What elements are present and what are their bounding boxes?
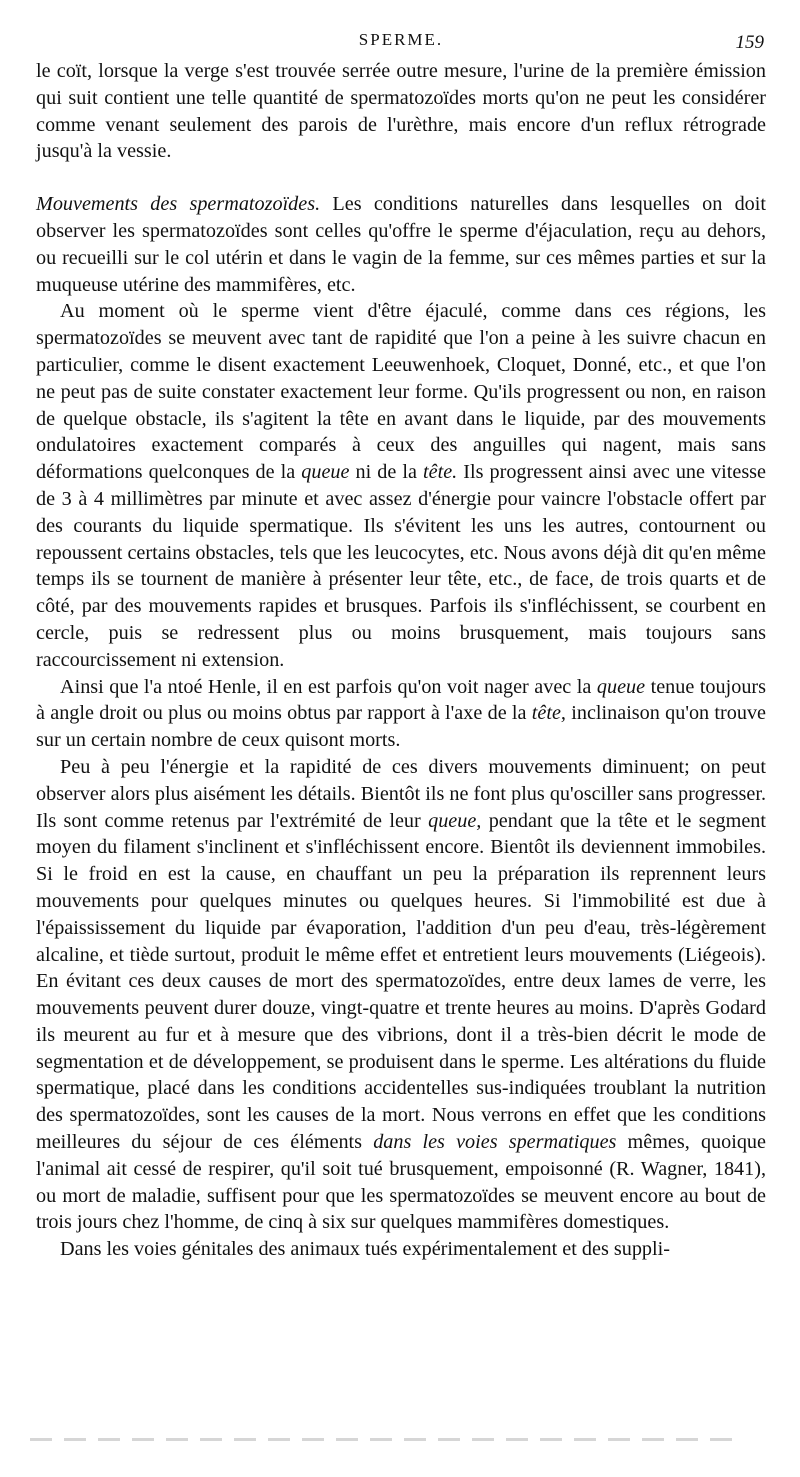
paragraph-henle [36, 674, 766, 754]
bleed-through-line [30, 1438, 740, 1441]
paragraph-text: Les conditions naturelles dans lesquelles on doit observer les spermatozoïdes sont celles qu'offre le sperme d'éjaculation, reçu au dehors, ou recueilli sur le col utérin et dans le vagin de la femme, sur ces mêmes parties et sur la muqueuse utérine des mammifères, etc. [36, 193, 766, 296]
page-number: 159 [735, 32, 764, 53]
emphasis-queue: queue [301, 461, 350, 484]
emphasis-queue: queue, [428, 809, 482, 832]
text-run: Ils progressent ainsi avec une vitesse de 3 à 4 millimètres par minute et avec assez d'énergie pour vaincre l'obstacle offert par des courants du liquide spermatique. Ils s'évitent les uns les autres, contournent ou repoussent certains obstacles, tels que les leucocytes, etc. Nous avons déjà dit qu'en même temps ils se tournent de manière à présenter leur tête, etc., de face, de trois quarts et de côté, par des mouvements rapides et brusques. Parfois ils s'infléchissent, se courbent en cercle, puis se redressent plus ou moins brusquement, mais toujours sans raccourcissement ni extension. [36, 461, 766, 671]
text-run: pendant que la tête et le segment moyen du filament s'inclinent et s'infléchissent encore. Bientôt ils deviennent immobiles. Si le froid en est la cause, en chauffant un peu la préparation ils reprennent leurs mouvements pour quelques minutes ou quelques heures. Si l'immobilité est due à l'épaississement du liquide par évaporation, l'addition d'un peu d'eau, très-légèrement alcaline, et tiède surtout, produit le même effet et entretient leurs mouvements (Liégeois). En évitant ces deux causes de mort des spermatozoïdes, entre deux lames de verre, les mouvements peuvent durer douze, vingt-quatre et trente heures au moins. D'après Godard ils meurent au fur et à mesure que des vibrions, dont il a très-bien décrit le mode de segmentation et de développement, se produisent dans le sperme. Les altérations du fluide spermatique, placé dans les conditions accidentelles sus-indiquées troublant la nutrition des spermatozoïdes, sont les causes de la mort. Nous verrons en effet que les conditions meilleures du séjour de ces éléments [36, 809, 767, 1154]
paragraph-energy [36, 754, 766, 1236]
emphasis-voies: dans les voies spermatiques [373, 1131, 617, 1154]
paragraph-genital-ways: Dans les voies génitales des animaux tués expérimentalement et des suppli- [60, 1238, 670, 1261]
paragraph-continuation: le coït, lorsque la verge s'est trouvée serrée outre mesure, l'urine de la première émission qui suit contient une telle quantité de spermatozoïdes morts qu'on ne peut les considérer comme venant seulement des parois de l'urèthre, mais encore d'un reflux rétrograde jusqu'à la vessie. [36, 60, 766, 163]
text-run: inclinaison qu'on trouve sur un certain nombre de ceux quisont morts. [36, 702, 766, 752]
text-run: Ainsi que l'a ntoé Henle, il en est parfois qu'on voit nager avec la [60, 675, 597, 698]
running-title: SPERME. [358, 30, 444, 49]
emphasis-tete: tête, [531, 702, 566, 725]
text-run: Peu à peu l'énergie et la rapidité de ces divers mouvements diminuent; on peut observer alors plus aisément les détails. Bientôt ils ne font plus qu'osciller sans progresser. Ils sont comme retenus par l'extrémité de leur [36, 755, 766, 832]
running-head [36, 22, 766, 58]
paragraph-ejaculation [36, 298, 766, 673]
text-run: ni de la [349, 461, 424, 484]
text-run: mêmes, quoique l'animal ait cessé de respirer, qu'il soit tué brusquement, empoisonné (R. Wagner, 1841), ou mort de maladie, suffisent pour que les spermatozoïdes se meuvent encore au bout de trois jours chez l'homme, de cinq à six sur quelques mammifères domestiques. [36, 1131, 766, 1234]
emphasis-tete: tête. [423, 461, 458, 484]
book-page [36, 22, 766, 1263]
text-run: tenue toujours à angle droit ou plus ou moins obtus par rapport à l'axe de la [36, 675, 766, 725]
emphasis-queue: queue [596, 675, 646, 698]
paragraph-movements [36, 191, 766, 298]
section-heading: Mouvements des spermatozoïdes. [36, 193, 321, 216]
text-run: Au moment où le sperme vient d'être éjaculé, comme dans ces régions, les spermatozoïdes se meuvent avec tant de rapidité que l'on a peine à les suivre chacun en particulier, comme le disent exactement Leeuwenhoek, Cloquet, Donné, etc., et que l'on ne peut pas de suite constater exactement leur forme. Qu'ils progressent ou non, en raison de quelque obstacle, ils s'agitent la tête en avant dans le liquide, par des mouvements ondulatoires exactement comparés à ceux des anguilles qui nagent, mais sans déformations quelconques de la [36, 300, 766, 484]
